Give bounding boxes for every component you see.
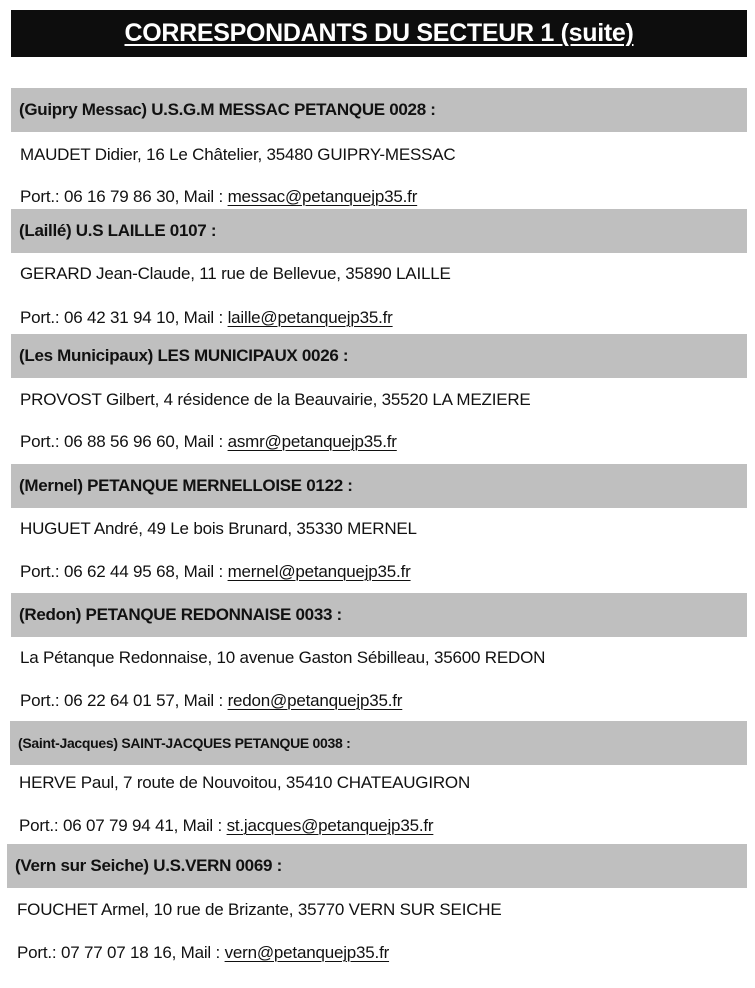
phone-label: Port.: 06 07 79 94 41, Mail : [19, 816, 227, 835]
phone-label: Port.: 07 77 07 18 16, Mail : [17, 943, 225, 962]
club-contact [20, 187, 417, 207]
club-contact [20, 308, 393, 328]
page-title: CORRESPONDANTS DU SECTEUR 1 (suite) [124, 19, 634, 47]
email-link[interactable]: redon@petanquejp35.fr [227, 691, 403, 710]
club-contact [19, 816, 433, 836]
phone-label: Port.: 06 88 56 96 60, Mail : [20, 432, 228, 451]
club-header: (Les Municipaux) LES MUNICIPAUX 0026 : [11, 334, 747, 378]
club-address: FOUCHET Armel, 10 rue de Brizante, 35770 VERN SUR SEICHE [17, 900, 502, 919]
club-header: (Guipry Messac) U.S.G.M MESSAC PETANQUE 0028 : [11, 88, 747, 132]
phone-label: Port.: 06 42 31 94 10, Mail : [20, 308, 228, 327]
club-header: (Mernel) PETANQUE MERNELLOISE 0122 : [11, 464, 747, 508]
club-header: (Laillé) U.S LAILLE 0107 : [11, 209, 747, 253]
club-address: La Pétanque Redonnaise, 10 avenue Gaston Sébilleau, 35600 REDON [20, 648, 546, 667]
club-address: MAUDET Didier, 16 Le Châtelier, 35480 GUIPRY-MESSAC [20, 145, 456, 164]
email-link[interactable]: laille@petanquejp35.fr [227, 308, 393, 327]
email-link[interactable]: messac@petanquejp35.fr [227, 187, 418, 206]
email-link[interactable]: st.jacques@petanquejp35.fr [226, 816, 434, 835]
phone-label: Port.: 06 22 64 01 57, Mail : [20, 691, 228, 710]
club-address: HERVE Paul, 7 route de Nouvoitou, 35410 CHATEAUGIRON [19, 773, 471, 792]
club-contact [17, 943, 389, 963]
club-contact [20, 562, 411, 582]
club-contact [20, 432, 397, 452]
email-link[interactable]: mernel@petanquejp35.fr [227, 562, 411, 581]
club-header: (Redon) PETANQUE REDONNAISE 0033 : [11, 593, 747, 637]
phone-label: Port.: 06 16 79 86 30, Mail : [20, 187, 228, 206]
club-address: PROVOST Gilbert, 4 résidence de la Beauvairie, 35520 LA MEZIERE [20, 390, 531, 409]
club-header: (Saint-Jacques) SAINT-JACQUES PETANQUE 0038 : [10, 721, 747, 765]
club-header: (Vern sur Seiche) U.S.VERN 0069 : [7, 844, 747, 888]
phone-label: Port.: 06 62 44 95 68, Mail : [20, 562, 228, 581]
club-address: HUGUET André, 49 Le bois Brunard, 35330 MERNEL [20, 519, 417, 538]
club-contact [20, 691, 402, 711]
email-link[interactable]: asmr@petanquejp35.fr [227, 432, 397, 451]
club-address: GERARD Jean-Claude, 11 rue de Bellevue, 35890 LAILLE [20, 264, 451, 283]
title-bar [11, 10, 747, 57]
email-link[interactable]: vern@petanquejp35.fr [224, 943, 390, 962]
